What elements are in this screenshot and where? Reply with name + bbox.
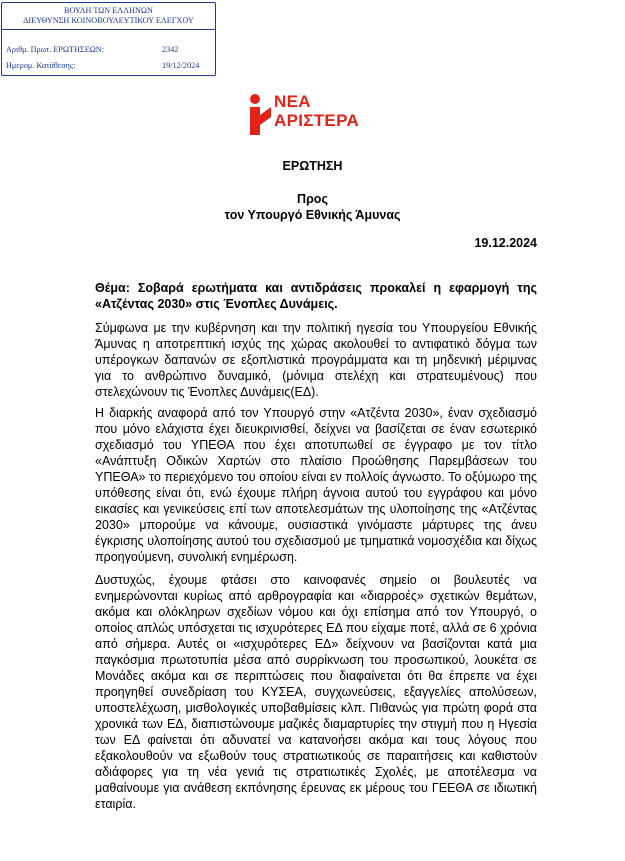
stamp-date-value: 19/12/2024 xyxy=(162,61,200,70)
stamp-department: ΔΙΕΥΘΥΝΣΗ ΚΟΙΝΟΒΟΥΛΕΥΤΙΚΟΥ ΕΛΕΓΧΟΥ xyxy=(23,16,194,25)
stamp-protocol-value: 2342 xyxy=(162,45,179,54)
document-date: 19.12.2024 xyxy=(474,236,537,250)
addressee-to: Προς xyxy=(297,192,328,206)
document-title: ΕΡΩΤΗΣΗ xyxy=(282,159,343,173)
body-paragraph: Η διαρκής αναφορά από τον Υπουργό στην «Ατζέντα 2030», έναν σχεδιασμό που μόνο ελάχιστα έχει διευκρινισθεί, δείχνει να βασίζεται σε έναν εσωτερικό σχεδιασμό του ΥΠΕΘΑ που έχει αποτυπωθεί σε έγγραφο με τον τίτλο «Ανάπτυξη Οδικών Χαρτών στο πλαίσιο Προώθησης Παρεμβάσεων του ΥΠΕΘΑ» το περιεχόμενο του οποίου είναι εν πολλοίς άγνωστο. Το οξύμωρο της υπόθεσης είναι ότι, ενώ έχουμε πλήρη άγνοια αυτού του εγγράφου και μόνο εικασίες και γενικεύσεις επί των αποτελεσμάτων της υλοποίησης της «Ατζέντας 2030» μπορούμε να κάνουμε, ουσιαστικά γινόμαστε μάρτυρες της άνευ έγκρισης υλοποίησης αυτού του σχεδιασμού με τμηματικά νομοσχέδια και δίχως προηγούμενη, συνολική ενημέρωση. xyxy=(95,406,537,564)
stamp-institution: ΒΟΥΛΗ ΤΩΝ ΕΛΛΗΝΩΝ xyxy=(64,6,153,15)
addressee-recipient: τον Υπουργό Εθνικής Άμυνας xyxy=(224,208,401,222)
logo-text-line2: ΑΡΙΣΤΕΡΑ xyxy=(274,111,360,130)
logo-text-line1: ΝΕΑ xyxy=(274,92,311,111)
body-paragraph: Σύμφωνα με την κυβέρνηση και την πολιτική ηγεσία του Υπουργείου Εθνικής Άμυνας η αποτρεπτική ισχύς της χώρας ακολουθεί το αντιφατικό δόγμα των υπέρογκων δαπανών σε εξοπλιστικά προγράμματα και τη μηδενική μέριμνας για το ανθρώπινο δυναμικό, (μόνιμα στελέχη και στρατευμένους) που στελεχώνουν τις Ένοπλες Δυνάμεις(ΕΔ). xyxy=(95,321,537,399)
stamp-protocol-label: Αριθμ. Πρωτ. ΕΡΩΤΗΣΕΩΝ: xyxy=(6,45,104,54)
subject-line: Θέμα: Σοβαρά ερωτήματα και αντιδράσεις προκαλεί η εφαρμογή της «Ατζέντας 2030» στις Ένοπλες Δυνάμεις. xyxy=(95,281,537,311)
body-paragraph: Δυστυχώς, έχουμε φτάσει στο καινοφανές σημείο οι βουλευτές να ενημερώνονται κυρίως από αρθρογραφία και «διαρροές» σχετικών θεμάτων, ακόμα και ολόκληρων σχεδίων νόμου και όχι επίσημα από τον Υπουργό, ο οποίος απλώς υπόσχεται τις ισχυρότερες ΕΔ που είχαμε ποτέ, αλλά σε 6 χρόνια από σήμερα. Αυτές οι «ισχυρότερες ΕΔ» δείχνουν να βασίζονται κατά μια παγκόσμια πρωτοτυπία μέσα από συρρίκνωση του προσωπικού, λουκέτα σε Μονάδες ακόμα και σε περιπτώσεις που διαφαίνεται ότι θα έπρεπε να έχει προηγηθεί συνεδρίαση του ΚΥΣΕΑ, συγχωνεύσεις, εξαγγελίες απολύσεων, υποστελέχωση, μισθολογικές υποβαθμίσεις κλπ. Πιθανώς για πρώτη φορά στα χρονικά των ΕΔ, διαπιστώνουμε μαζικές διαμαρτυρίες την στιγμή που η Ηγεσία των ΕΔ φαίνεται ότι αδυνατεί να κατανοήσει ακόμα και τους λόγους που εξακολουθούν να εξωθούν τους στρατιωτικούς σε παραιτήσεις και καθιστούν αδιάφορες για τη νέα γενιά τις στρατιωτικές Σχολές, με αποτέλεσμα να μαθαίνουμε για ανάθεση εκπόνησης έρευνας εκ μέρους του ΓΕΕΘΑ σε ιδιωτική εταιρία. xyxy=(95,573,537,811)
stamp-divider xyxy=(2,29,215,30)
parliament-stamp xyxy=(1,2,216,76)
stamp-date-label: Ημερομ. Κατάθεσης: xyxy=(6,61,76,70)
